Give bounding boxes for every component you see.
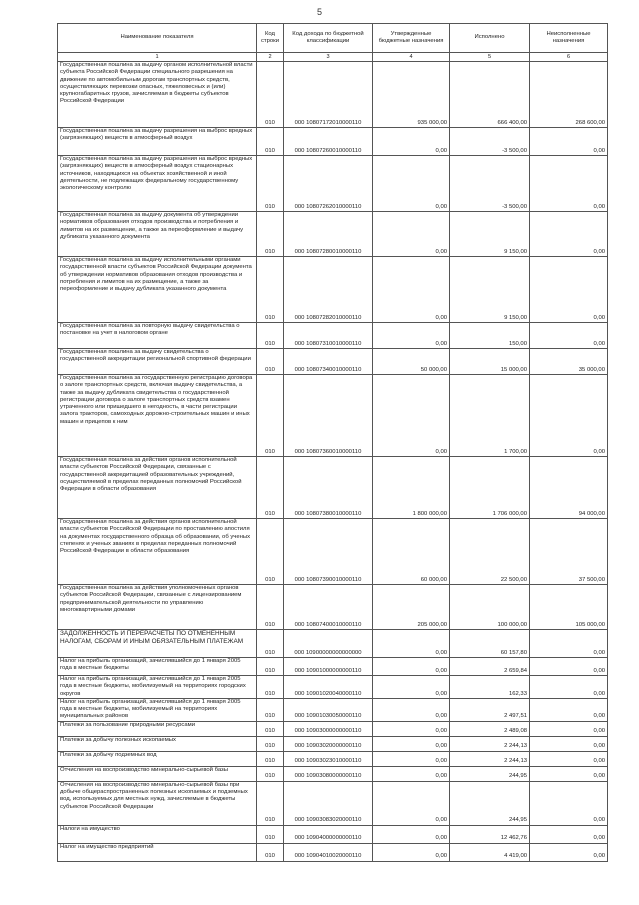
budget-classification-code: 000 10903083020000110	[284, 781, 373, 825]
unexecuted-amount: 0,00	[530, 751, 608, 766]
unexecuted-amount: 94 000,00	[530, 457, 608, 519]
executed-amount: -3 500,00	[450, 128, 530, 156]
indicator-name: Налог на имущество предприятий	[58, 843, 257, 861]
unexecuted-amount: 0,00	[530, 676, 608, 699]
unexecuted-amount: 37 500,00	[530, 519, 608, 585]
header-code: Код строки	[257, 24, 284, 53]
executed-amount: 2 489,08	[450, 721, 530, 736]
line-code: 010	[257, 825, 284, 843]
table-row	[58, 519, 608, 585]
indicator-name: Государственная пошлина за выдачу документа об утверждении нормативов образования отходов производства и потребления и лимитов на их размещение, а также за переоформление и выдачу дубликата указанного документа	[58, 212, 257, 257]
line-code: 010	[257, 698, 284, 721]
budget-classification-code: 000 10903023010000110	[284, 751, 373, 766]
indicator-name: Платежи за добычу подземных вод	[58, 751, 257, 766]
unexecuted-amount: 0,00	[530, 698, 608, 721]
unexecuted-amount: 0,00	[530, 736, 608, 751]
budget-classification-code: 000 10807172010000110	[284, 62, 373, 128]
indicator-name: Государственная пошлина за выдачу свидетельства о государственной аккредитации региональной спортивной федерации	[58, 349, 257, 375]
unexecuted-amount: 0,00	[530, 843, 608, 861]
executed-amount: 2 497,51	[450, 698, 530, 721]
line-code: 010	[257, 128, 284, 156]
header-name: Наименование показателя	[58, 24, 257, 53]
indicator-name: Государственная пошлина за действия органов исполнительной власти субъектов Российской Федерации, связанные с государственной аккредитацией образовательных учреждений, осуществляемой в пределах переданных полномочий Российской Федерации в области образования	[58, 457, 257, 519]
unexecuted-amount: 268 600,00	[530, 62, 608, 128]
line-code: 010	[257, 658, 284, 676]
approved-amount: 0,00	[373, 128, 450, 156]
column-index: 4	[373, 53, 450, 62]
executed-amount: 162,33	[450, 676, 530, 699]
column-index: 1	[58, 53, 257, 62]
table-row	[58, 721, 608, 736]
budget-classification-code: 000 10807380010000110	[284, 457, 373, 519]
approved-amount: 0,00	[373, 751, 450, 766]
approved-amount: 0,00	[373, 630, 450, 658]
unexecuted-amount: 0,00	[530, 781, 608, 825]
column-index: 3	[284, 53, 373, 62]
executed-amount: 9 150,00	[450, 212, 530, 257]
approved-amount: 0,00	[373, 156, 450, 212]
line-code: 010	[257, 630, 284, 658]
line-code: 010	[257, 257, 284, 323]
table-row	[58, 349, 608, 375]
approved-amount: 0,00	[373, 323, 450, 349]
line-code: 010	[257, 843, 284, 861]
unexecuted-amount: 0,00	[530, 658, 608, 676]
budget-classification-code: 000 10807260010000110	[284, 128, 373, 156]
unexecuted-amount: 0,00	[530, 825, 608, 843]
approved-amount: 0,00	[373, 843, 450, 861]
approved-amount: 205 000,00	[373, 585, 450, 630]
header-unexecuted: Неисполненные назначения	[530, 24, 608, 53]
budget-classification-code: 000 10807390010000110	[284, 519, 373, 585]
indicator-name: Платежи за пользование природными ресурсами	[58, 721, 257, 736]
budget-classification-code: 000 10901030050000110	[284, 698, 373, 721]
budget-classification-code: 000 10807400010000110	[284, 585, 373, 630]
indicator-name: Государственная пошлина за повторную выдачу свидетельства о постановке на учет в налоговом органе	[58, 323, 257, 349]
table-row	[58, 658, 608, 676]
approved-amount: 0,00	[373, 676, 450, 699]
unexecuted-amount: 0,00	[530, 212, 608, 257]
unexecuted-amount: 0,00	[530, 156, 608, 212]
unexecuted-amount: 0,00	[530, 766, 608, 781]
table-row	[58, 323, 608, 349]
approved-amount: 0,00	[373, 781, 450, 825]
budget-execution-table	[57, 23, 608, 862]
line-code: 010	[257, 585, 284, 630]
line-code: 010	[257, 323, 284, 349]
budget-classification-code: 000 10807280010000110	[284, 212, 373, 257]
line-code: 010	[257, 156, 284, 212]
header-approved: Утвержденные бюджетные назначения	[373, 24, 450, 53]
approved-amount: 0,00	[373, 721, 450, 736]
line-code: 010	[257, 62, 284, 128]
table-row	[58, 257, 608, 323]
executed-amount: 1 700,00	[450, 375, 530, 457]
approved-amount: 0,00	[373, 698, 450, 721]
executed-amount: 2 244,13	[450, 751, 530, 766]
indicator-name: Отчисления на воспроизводство минерально-сырьевой базы	[58, 766, 257, 781]
budget-classification-code: 000 10903080000000110	[284, 766, 373, 781]
indicator-name: Налоги на имущество	[58, 825, 257, 843]
header-executed: Исполнено	[450, 24, 530, 53]
indicator-name: Государственная пошлина за государственную регистрацию договора о залоге транспортных средств, включая выдачу свидетельства, а также за выдачу дубликата свидетельства о государственной регистрации договора о залоге транспортных средств взамен утраченного или пришедшего в негодность, в части регистрации залога тракторов, самоходных дорожно-строительных машин и иных машин и прицепов к ним	[58, 375, 257, 457]
executed-amount: 60 157,80	[450, 630, 530, 658]
budget-classification-code: 000 10900000000000000	[284, 630, 373, 658]
approved-amount: 0,00	[373, 736, 450, 751]
budget-classification-code: 000 10807340010000110	[284, 349, 373, 375]
indicator-name: Государственная пошлина за действия органов исполнительной власти субъектов Российской Федерации по проставлению апостиля на документах государственного образца об образовании, об ученых степенях и ученых званиях в пределах переданных полномочий Российской Федерации в области образования	[58, 519, 257, 585]
approved-amount: 0,00	[373, 375, 450, 457]
approved-amount: 0,00	[373, 658, 450, 676]
column-index: 6	[530, 53, 608, 62]
budget-classification-code: 000 10807282010000110	[284, 257, 373, 323]
unexecuted-amount: 0,00	[530, 257, 608, 323]
header-kbk: Код дохода по бюджетной классификации	[284, 24, 373, 53]
table-row	[58, 751, 608, 766]
approved-amount: 0,00	[373, 825, 450, 843]
unexecuted-amount: 0,00	[530, 630, 608, 658]
indicator-name: Государственная пошлина за действия уполномоченных органов субъектов Российской Федерации, связанные с лицензированием предпринимательской деятельности по управлению многоквартирными домами	[58, 585, 257, 630]
indicator-name: Отчисления на воспроизводство минерально-сырьевой базы при добыче общераспространенных полезных ископаемых и подземных вод, используемых для местных нужд, зачисляемые в бюджеты субъектов Российской Федерации	[58, 781, 257, 825]
table-row	[58, 156, 608, 212]
column-index: 2	[257, 53, 284, 62]
indicator-name: Налог на прибыль организаций, зачислявшийся до 1 января 2005 года в местные бюджеты, мобилизуемый на территориях городских округов	[58, 676, 257, 699]
indicator-name: Налог на прибыль организаций, зачислявшийся до 1 января 2005 года в местные бюджеты, мобилизуемый на территориях муниципальных районов	[58, 698, 257, 721]
executed-amount: 1 706 000,00	[450, 457, 530, 519]
line-code: 010	[257, 736, 284, 751]
line-code: 010	[257, 349, 284, 375]
table-row	[58, 128, 608, 156]
executed-amount: 12 462,76	[450, 825, 530, 843]
executed-amount: 2 659,84	[450, 658, 530, 676]
indicator-name: Государственная пошлина за выдачу разрешения на выброс вредных (загрязняющих) веществ в атмосферный воздух стационарных источников, находящихся на объектах хозяйственной и иной деятельности, не подлежащих федеральному государственному экологическому контролю	[58, 156, 257, 212]
table-row	[58, 62, 608, 128]
budget-classification-code: 000 10901000000000110	[284, 658, 373, 676]
approved-amount: 60 000,00	[373, 519, 450, 585]
unexecuted-amount: 0,00	[530, 375, 608, 457]
table-row	[58, 698, 608, 721]
line-code: 010	[257, 519, 284, 585]
line-code: 010	[257, 751, 284, 766]
table-row	[58, 843, 608, 861]
header-row	[58, 24, 608, 53]
approved-amount: 0,00	[373, 212, 450, 257]
unexecuted-amount: 105 000,00	[530, 585, 608, 630]
executed-amount: 244,95	[450, 781, 530, 825]
budget-classification-code: 000 10904010020000110	[284, 843, 373, 861]
line-code: 010	[257, 212, 284, 257]
unexecuted-amount: 0,00	[530, 128, 608, 156]
line-code: 010	[257, 676, 284, 699]
indicator-name: ЗАДОЛЖЕННОСТЬ И ПЕРЕРАСЧЕТЫ ПО ОТМЕНЕННЫМ НАЛОГАМ, СБОРАМ И ИНЫМ ОБЯЗАТЕЛЬНЫМ ПЛАТЕЖАМ	[58, 630, 257, 658]
table-row	[58, 375, 608, 457]
line-code: 010	[257, 781, 284, 825]
column-index-row	[58, 53, 608, 62]
line-code: 010	[257, 766, 284, 781]
approved-amount: 50 000,00	[373, 349, 450, 375]
table-row	[58, 212, 608, 257]
executed-amount: 9 150,00	[450, 257, 530, 323]
executed-amount: 22 500,00	[450, 519, 530, 585]
table-row	[58, 736, 608, 751]
budget-classification-code: 000 10807310010000110	[284, 323, 373, 349]
line-code: 010	[257, 457, 284, 519]
budget-classification-code: 000 10807360010000110	[284, 375, 373, 457]
table-row	[58, 766, 608, 781]
executed-amount: 150,00	[450, 323, 530, 349]
executed-amount: 15 000,00	[450, 349, 530, 375]
table-row	[58, 676, 608, 699]
line-code: 010	[257, 721, 284, 736]
approved-amount: 1 800 000,00	[373, 457, 450, 519]
executed-amount: 100 000,00	[450, 585, 530, 630]
unexecuted-amount: 0,00	[530, 323, 608, 349]
executed-amount: 2 244,13	[450, 736, 530, 751]
indicator-name: Государственная пошлина за выдачу исполнительными органами государственной власти субъектов Российской Федерации документа об утверждении нормативов образования отходов производства и потребления и лимитов на их размещение, а также за переоформление и выдачу дубликата указанного документа	[58, 257, 257, 323]
executed-amount: 4 419,00	[450, 843, 530, 861]
executed-amount: 666 400,00	[450, 62, 530, 128]
line-code: 010	[257, 375, 284, 457]
unexecuted-amount: 35 000,00	[530, 349, 608, 375]
executed-amount: 244,95	[450, 766, 530, 781]
budget-classification-code: 000 10807262010000110	[284, 156, 373, 212]
indicator-name: Платежи за добычу полезных ископаемых	[58, 736, 257, 751]
indicator-name: Государственная пошлина за выдачу разрешения на выброс вредных (загрязняющих) веществ в атмосферный воздух	[58, 128, 257, 156]
budget-classification-code: 000 10904000000000110	[284, 825, 373, 843]
budget-classification-code: 000 10903000000000110	[284, 721, 373, 736]
table-row	[58, 781, 608, 825]
unexecuted-amount: 0,00	[530, 721, 608, 736]
executed-amount: -3 500,00	[450, 156, 530, 212]
table-row	[58, 457, 608, 519]
budget-classification-code: 000 10903020000000110	[284, 736, 373, 751]
column-index: 5	[450, 53, 530, 62]
approved-amount: 0,00	[373, 257, 450, 323]
table-row	[58, 630, 608, 658]
table-row	[58, 825, 608, 843]
approved-amount: 935 000,00	[373, 62, 450, 128]
indicator-name: Налог на прибыль организаций, зачислявшийся до 1 января 2005 года в местные бюджеты	[58, 658, 257, 676]
approved-amount: 0,00	[373, 766, 450, 781]
page-number: 5	[316, 7, 322, 17]
table-row	[58, 585, 608, 630]
indicator-name: Государственная пошлина за выдачу органом исполнительной власти субъекта Российской Федерации специального разрешения на движение по автомобильным дорогам транспортных средств, осуществляющих перевозки опасных, тяжеловесных и (или) крупногабаритных грузов, зачисляемая в бюджеты субъектов Российской Федерации	[58, 62, 257, 128]
budget-classification-code: 000 10901020040000110	[284, 676, 373, 699]
